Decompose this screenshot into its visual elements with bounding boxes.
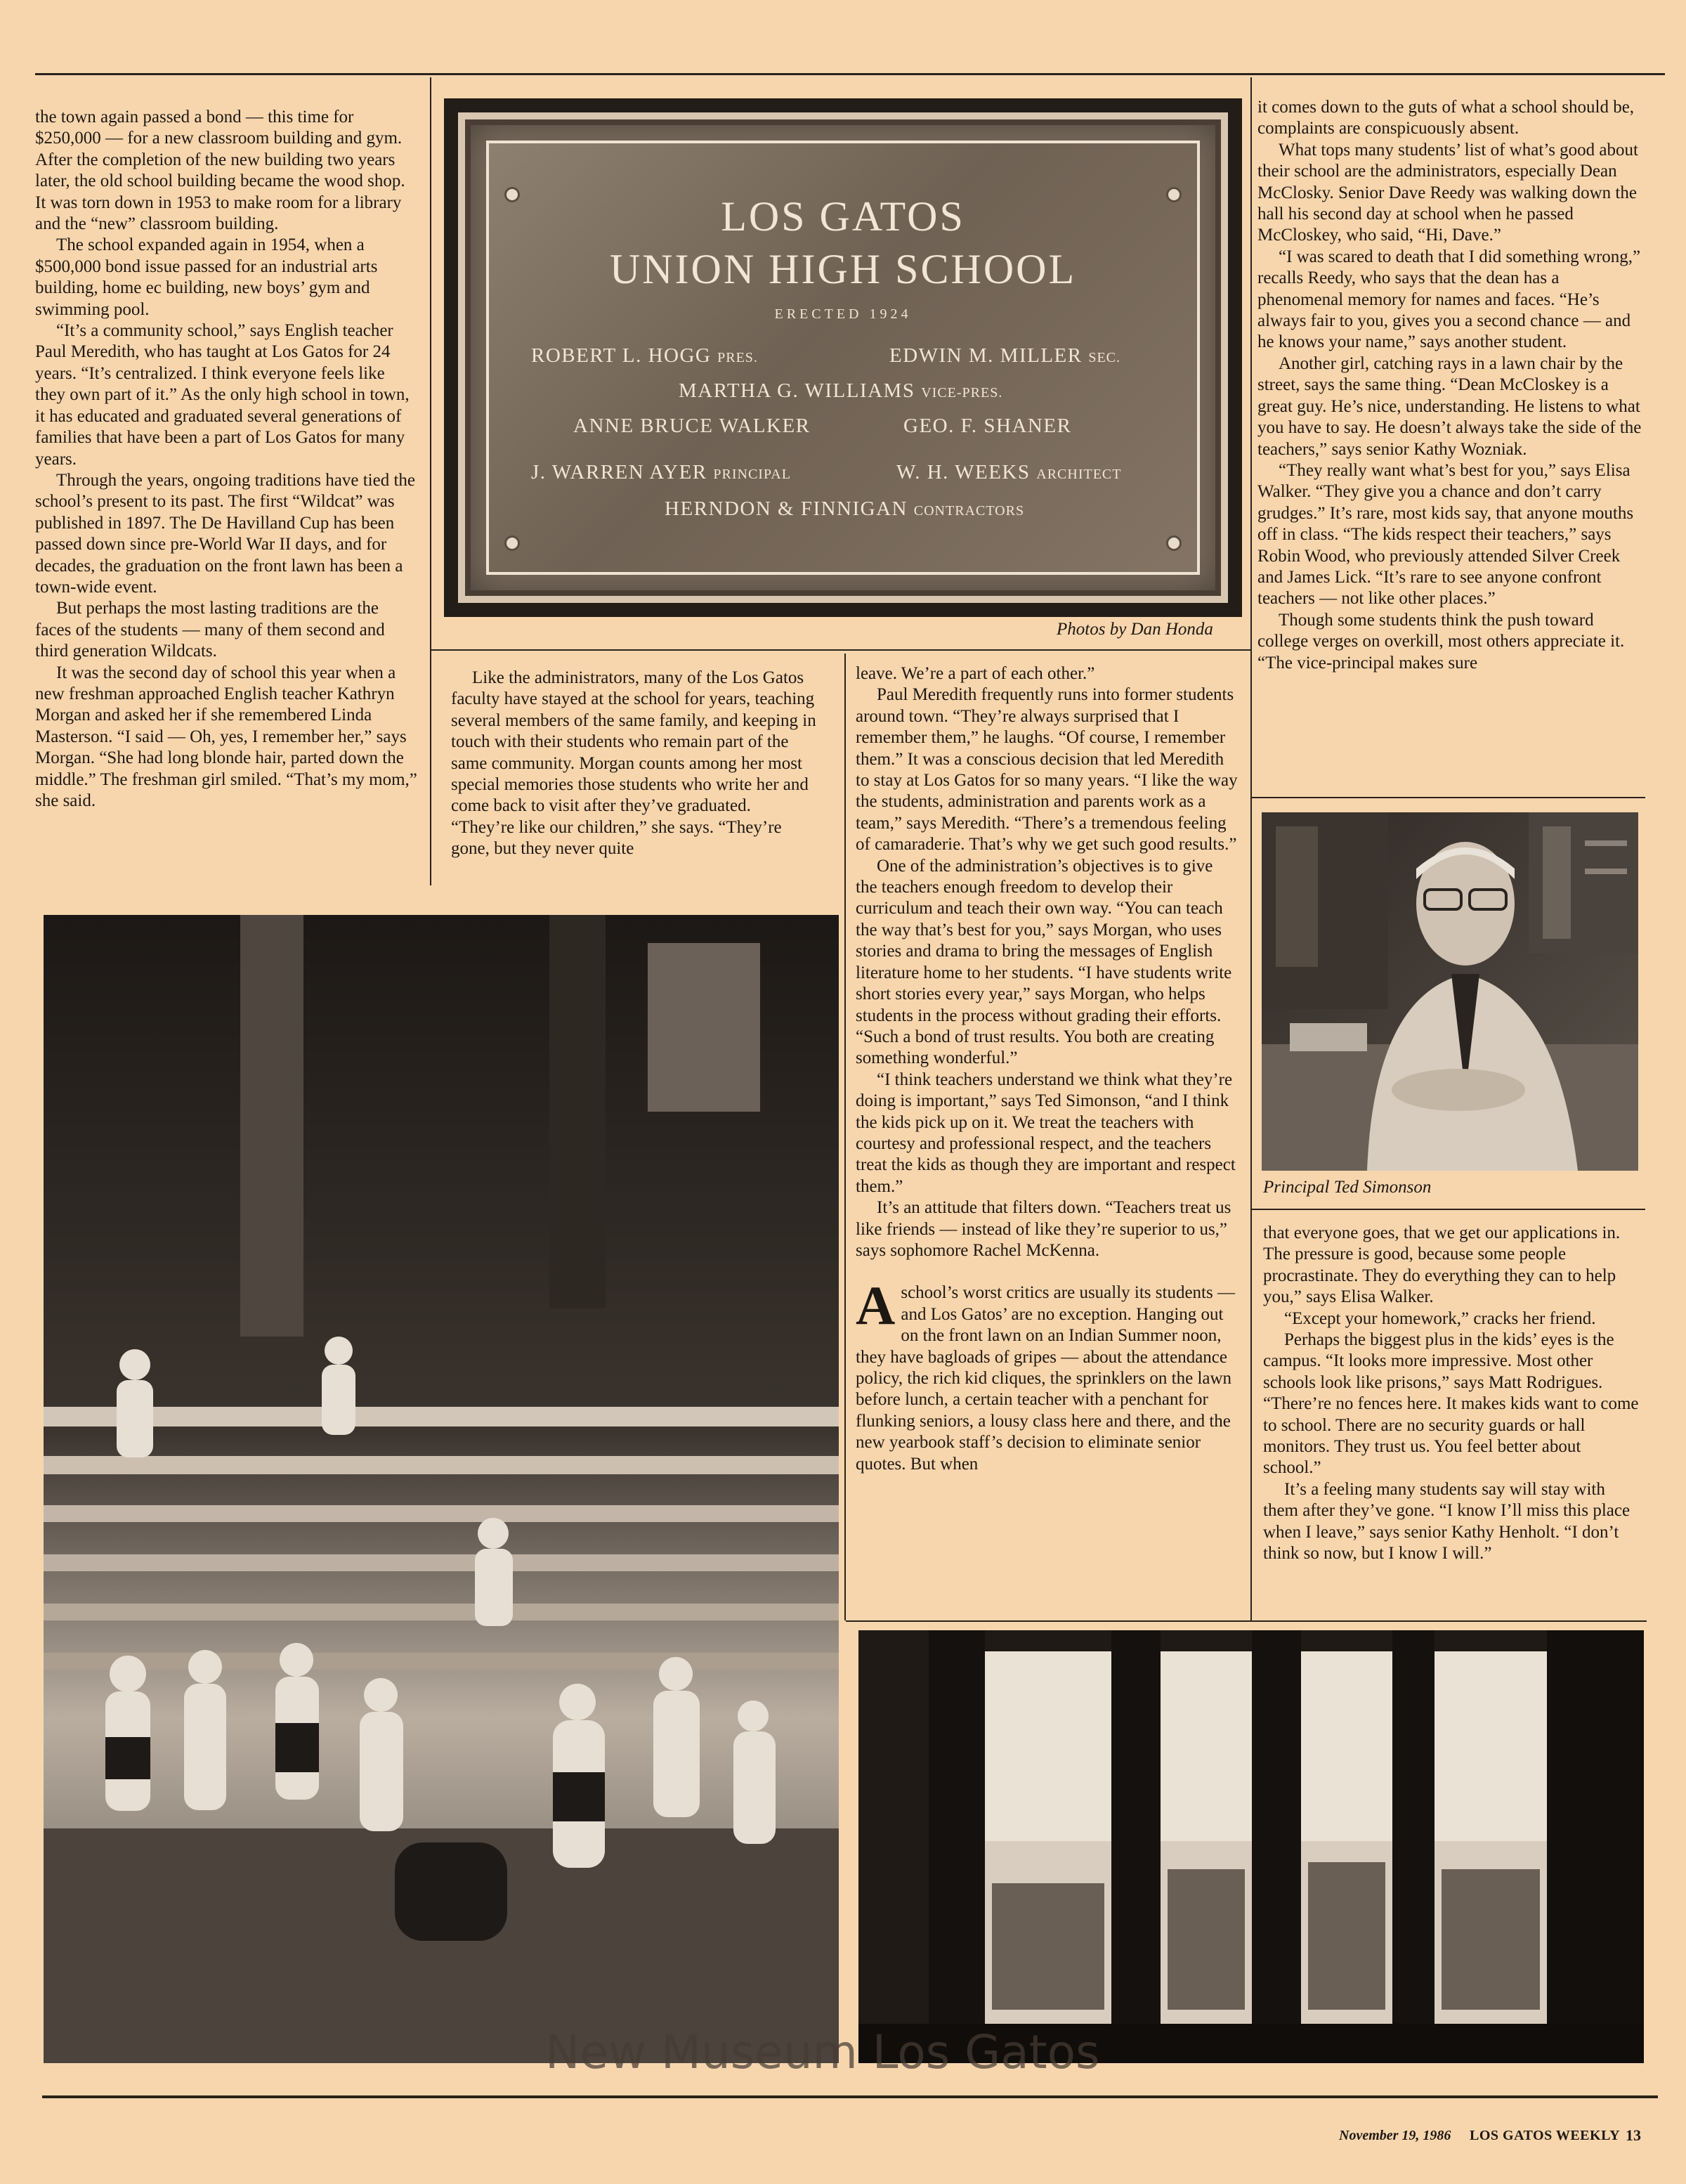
paragraph: “Except your homework,” cracks her friend.: [1284, 1308, 1596, 1328]
paragraph: Through the years, ongoing traditions have tied the school’s present to its past. The first “Wildcat” was published in 1897. The De Havilland Cup has been passed down since pre-World War II days, and for decades, the graduation on the front lawn has been a town-wide event.: [35, 470, 415, 597]
plaque-row: [896, 461, 1121, 484]
plaque-bolt-icon: [504, 535, 520, 551]
plaque-name: ROBERT L. HOGG: [531, 344, 712, 367]
paragraph: it comes down to the guts of what a school should be, complaints are conspicuously absent.: [1257, 98, 1635, 138]
section-rule: [846, 1620, 1647, 1622]
plaque-role: CONTRACTORS: [913, 503, 1025, 519]
footer-date: November 19, 1986: [1339, 2128, 1451, 2143]
classroom-photo-image: [858, 1630, 1644, 2063]
plaque-title-line-1: LOS GATOS: [721, 193, 965, 240]
column-divider: [844, 654, 846, 1620]
plaque-row: [889, 344, 1120, 368]
article-column-3: [856, 663, 1238, 1475]
footer-publication: LOS GATOS WEEKLY: [1470, 2128, 1621, 2143]
paragraph: “I was scared to death that I did something wrong,” recalls Reedy, who says that the dean has a phenomenal memory for names and faces. “He’s always fair to you, gives you a second chance — and he knows your name,” says another student.: [1257, 247, 1641, 352]
paragraph: “They really want what’s best for you,” says Elisa Walker. “They give you a chance and don’t carry grudges.” It’s rare, most kids say, that anyone mouths off in class. “The kids respect their teachers,” says Robin Wood, who previously attended Silver Creek and James Lick. “It’s rare to see anyone confront teachers — not like other places.”: [1257, 460, 1634, 609]
paragraph: One of the administration’s objectives is to give the teachers enough freedom to develop their curriculum and teach their own way. “You can teach the way that’s best for you,” says Morgan, who uses stories and drama to bring the messages of English literature home to her students. “I have students write short stories every year,” says Morgan, who helps students in the process without grading their efforts. “Such a bond of trust results. You both are creating something wonderful.”: [856, 856, 1232, 1068]
section-rule: [1252, 797, 1645, 798]
section-rule: [1252, 1209, 1645, 1210]
plaque-row: [665, 498, 1024, 521]
plaque-row: [531, 344, 758, 368]
paragraph: Perhaps the biggest plus in the kids’ eyes is the campus. “It looks more impressive. Most other schools look like prisons,” says Matt Rodrigues. “There’re no fences here. It makes kids want to come to school. There are no security guards or hall monitors. They trust us. You feel better about school.”: [1263, 1330, 1639, 1478]
paragraph: What tops many students’ list of what’s good about their school are the administrators, especially Dean McClosky. Senior Dave Reedy was walking down the hall his second day at school when he passed McCloskey, who said, “Hi, Dave.”: [1257, 140, 1638, 245]
principal-caption: Principal Ted Simonson: [1263, 1178, 1432, 1197]
plaque-row: [903, 415, 1071, 438]
section-rule: [431, 649, 1250, 651]
footer-page-number: 13: [1626, 2126, 1641, 2144]
paragraph: “I think teachers understand we think what they’re doing is important,” says Ted Simonson, “and I think the kids pick up on it. We treat the teachers with courtesy and professional respect, and the teachers treat the kids as though they are important and respect them.”: [856, 1070, 1236, 1196]
paragraph: that everyone goes, that we get our applications in. The pressure is good, because some people procrastinate. They do everything they can to help you,” says Elisa Walker.: [1263, 1223, 1621, 1307]
column-divider: [430, 77, 431, 885]
article-column-4-bottom: [1263, 1223, 1642, 1565]
bottom-rule: [42, 2095, 1658, 2098]
photo-credit-caption: Photos by Dan Honda: [1057, 620, 1213, 639]
paragraph-dropcap: [856, 1275, 1238, 1475]
article-column-1: [35, 107, 417, 812]
paragraph: the town again passed a bond — this time for $250,000 — for a new classroom building and gym. After the completion of the new building two years later, the old school building became the wood shop. It was torn down in 1953 to make room for a library and the “new” classroom building.: [35, 108, 405, 234]
top-rule: [35, 73, 1665, 75]
plaque-row: [531, 461, 791, 484]
paragraph: The school expanded again in 1954, when a $500,000 bond issue passed for an industrial arts building, home ec building, new boys’ gym and swimming pool.: [35, 235, 378, 319]
plaque-role: ARCHITECT: [1036, 467, 1122, 482]
paragraph: Though some students think the push toward college verges on overkill, most others appreciate it. “The vice-principal makes sure: [1257, 610, 1625, 672]
principal-photo-image: [1262, 812, 1638, 1171]
plaque-role: VICE-PRES.: [921, 385, 1003, 401]
plaque-name: EDWIN M. MILLER: [889, 344, 1083, 367]
dropcap-letter: A: [856, 1275, 896, 1337]
plaque-title-line-2: UNION HIGH SCHOOL: [609, 246, 1077, 292]
paragraph: It’s a feeling many students say will stay with them after they’ve gone. “I know I’ll miss this place when I leave,” says senior Kathy Henholt. “I don’t think so now, but I know I will.”: [1263, 1479, 1631, 1564]
plaque-role: SEC.: [1088, 350, 1121, 365]
plaque-bolt-icon: [1166, 535, 1182, 551]
plaque-name: W. H. WEEKS: [896, 461, 1031, 483]
paragraph: It’s an attitude that filters down. “Teachers treat us like friends — instead of like they’re superior to us,” says sophomore Rachel McKenna.: [856, 1198, 1231, 1260]
paragraph: Paul Meredith frequently runs into former students around town. “They’re always surprised that I remember them,” he laughs. “Of course, I remember them.” It was a conscious decision that led Meredith to stay at Los Gatos for so many years. “I like the way the students, administration and parents work as a team,” says Meredith. “There’s a tremendous feeling of camaraderie. That’s why we get such good results.”: [856, 685, 1238, 854]
students-on-steps-photo: [44, 915, 839, 2063]
plaque-name: GEO. F. SHANER: [903, 415, 1072, 437]
paragraph: leave. We’re a part of each other.”: [856, 664, 1095, 683]
paragraph: “It’s a community school,” says English teacher Paul Meredith, who has taught at Los Gatos for 24 years. “It’s centralized. I think everyone feels like they own part of it.” As the only high school in town, it has educated and graduated several generations of families that have been a part of Los Gatos for many years.: [35, 321, 410, 469]
plaque-face: [486, 141, 1200, 575]
paragraph: Another girl, catching rays in a lawn chair by the street, says the same thing. “Dean McCloskey is a great guy. He’s nice, understanding. He listens to what you have to say. He doesn’t always take the side of the teachers,” says senior Kathy Wozniak.: [1257, 353, 1642, 459]
plaque-name: ANNE BRUCE WALKER: [573, 415, 811, 437]
plaque-name: MARTHA G. WILLIAMS: [679, 379, 915, 402]
plaque-name: HERNDON & FINNIGAN: [665, 498, 908, 520]
plaque-row: [573, 415, 811, 438]
paragraph: Like the administrators, many of the Los Gatos faculty have stayed at the school for years, teaching several members of the same family, and keeping in touch with their students who remain part of the same community. Morgan counts among her most special memories those students who write her and come back to visit after they’ve graduated. “They’re like our children,” she says. “They’re gone, but they never quite: [451, 668, 816, 859]
classroom-photo: [858, 1630, 1644, 2063]
museum-watermark: New Museum Los Gatos: [545, 2025, 1100, 2079]
principal-photo: [1262, 812, 1638, 1171]
paragraph: But perhaps the most lasting traditions are the faces of the students — many of them second and third generation Wildcats.: [35, 599, 385, 661]
plaque-role: PRINCIPAL: [713, 467, 791, 482]
column-divider: [1250, 77, 1252, 1620]
article-column-2: [451, 668, 816, 860]
plaque-row: [679, 379, 1002, 403]
dropcap-paragraph-text: school’s worst critics are usually its students — and Los Gatos’ are no exception. Hanging out on the front lawn on an Indian Summer noon, they have bagloads of gripes — about the attendance policy, the rich kid cliques, the sprinklers on the lawn before lunch, a certain teacher with a penchant for flunking seniors, a lousy class here and there, and the new yearbook staff’s decision to eliminate senior quotes. But when: [856, 1283, 1235, 1474]
students-photo-image: [44, 915, 839, 2063]
plaque-role: PRES.: [717, 350, 758, 365]
paragraph: It was the second day of school this year when a new freshman approached English teacher Kathryn Morgan and asked her if she remembered Linda Masterson. “I said — Oh, yes, I remember her,” says Morgan. “She had long blonde hair, parted down the middle.” The freshman girl smiled. “That’s my mom,” she said.: [35, 663, 417, 810]
plaque-name: J. WARREN AYER: [531, 461, 707, 483]
article-column-4-top: [1257, 97, 1642, 674]
plaque-erected: ERECTED 1924: [774, 306, 912, 322]
school-plaque-photo: [444, 98, 1242, 617]
plaque-frame: [458, 112, 1228, 603]
